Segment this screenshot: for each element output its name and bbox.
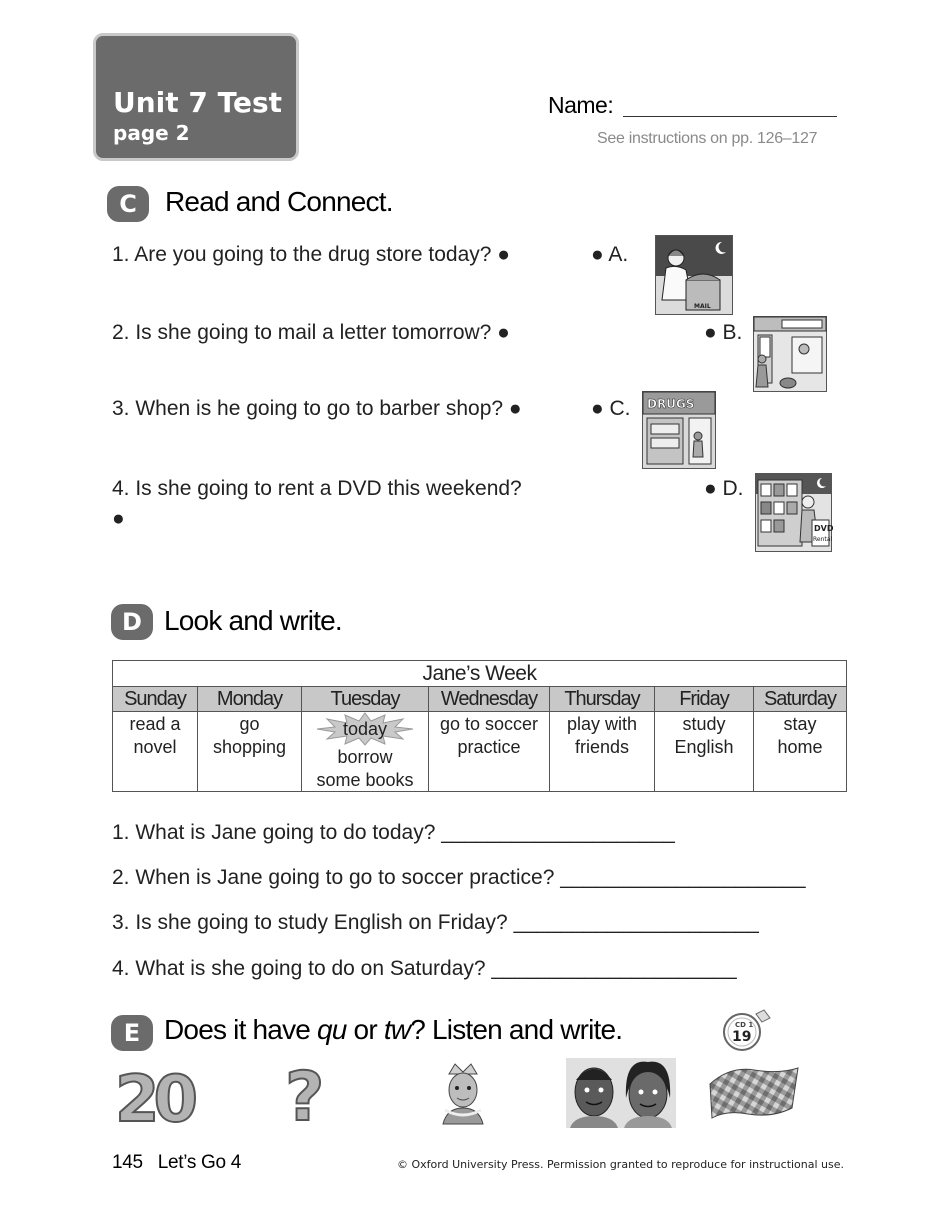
instructions-note: See instructions on pp. 126–127 — [597, 130, 818, 147]
connect-question-3: 3. When is he going to go to barber shop? ● — [112, 397, 522, 420]
answer-a-label[interactable]: ● A. — [591, 243, 629, 266]
section-e-badge: E — [111, 1015, 153, 1051]
activity-line: practice — [457, 737, 521, 757]
connect-question-4-dot[interactable]: ● — [112, 507, 125, 530]
name-label: Name: — [548, 92, 614, 118]
cd-track-number: 19 — [732, 1029, 752, 1045]
day-header-saturday: Saturday — [754, 687, 847, 712]
day-header-tuesday: Tuesday — [302, 687, 429, 712]
activity-line: English — [674, 737, 734, 757]
twenty-text: 20 — [115, 1063, 193, 1137]
answer-c-label[interactable]: ● C. — [591, 397, 631, 420]
activity-wednesday — [429, 712, 550, 792]
mailbox-picture — [655, 235, 733, 315]
activity-line: novel — [133, 737, 177, 757]
dvd-rental-picture — [755, 473, 832, 552]
day-header-thursday: Thursday — [550, 687, 655, 712]
barber-shop-picture — [753, 316, 827, 392]
table-activity-row — [113, 712, 847, 792]
section-c-badge: C — [107, 186, 149, 222]
footer-page-info — [112, 1152, 241, 1174]
title-part: or — [346, 1014, 384, 1045]
write-question-4[interactable]: 4. What is she going to do on Saturday? _____________________ — [112, 957, 737, 980]
table-title: Jane’s Week — [113, 661, 847, 687]
twenty-number-picture — [113, 1063, 199, 1137]
activity-line: go to soccer — [439, 714, 539, 734]
activity-line: read a — [129, 714, 181, 734]
section-d-badge: D — [111, 604, 153, 640]
day-header-sunday: Sunday — [113, 687, 198, 712]
title-tw: tw — [383, 1014, 411, 1045]
question-mark-text: ? — [285, 1058, 325, 1137]
rental-sign: Rental — [813, 536, 833, 543]
activity-saturday — [754, 712, 847, 792]
question-mark-picture — [285, 1058, 333, 1137]
today-badge — [317, 713, 413, 745]
cd-label: CD 1 — [735, 1021, 754, 1029]
cd-track-icon[interactable] — [722, 1008, 772, 1052]
answer-b-label[interactable]: ● B. — [704, 321, 743, 344]
janes-week-table — [112, 660, 847, 792]
activity-thursday — [550, 712, 655, 792]
page-number: 145 — [112, 1152, 143, 1173]
twins-picture — [566, 1058, 676, 1128]
connect-question-1: 1. Are you going to the drug store today? ● — [112, 243, 510, 266]
connect-question-4: 4. Is she going to rent a DVD this weekend? — [112, 477, 522, 500]
write-question-1[interactable]: 1. What is Jane going to do today? ____________________ — [112, 821, 675, 844]
activity-line: some books — [316, 770, 414, 790]
copyright-notice: © Oxford University Press. Permission granted to reproduce for instructional use. — [397, 1158, 845, 1171]
mailbox-label: MAIL — [694, 303, 711, 310]
day-header-monday: Monday — [198, 687, 302, 712]
unit-page: page 2 — [113, 121, 190, 145]
activity-line: play with — [566, 714, 638, 734]
activity-line: shopping — [212, 737, 287, 757]
connect-question-2: 2. Is she going to mail a letter tomorrow? ● — [112, 321, 510, 344]
drug-store-sign: DRUGS — [647, 397, 695, 411]
quilt-picture — [706, 1062, 800, 1124]
activity-line: go — [239, 714, 260, 734]
activity-line: borrow — [337, 747, 393, 767]
title-qu: qu — [317, 1014, 347, 1045]
day-header-friday: Friday — [655, 687, 754, 712]
drug-store-picture — [642, 391, 716, 469]
write-question-2[interactable]: 2. When is Jane going to go to soccer practice? _____________________ — [112, 866, 806, 889]
write-question-3[interactable]: 3. Is she going to study English on Friday? _____________________ — [112, 911, 759, 934]
activity-friday — [655, 712, 754, 792]
activity-line: friends — [574, 737, 630, 757]
section-e-title — [164, 1014, 622, 1046]
activity-line: stay — [783, 714, 817, 734]
answer-d-label[interactable]: ● D. — [704, 477, 744, 500]
title-part: ? Listen and write. — [410, 1014, 623, 1045]
book-title: Let’s Go 4 — [157, 1152, 242, 1173]
dvd-sign: DVD — [814, 524, 834, 533]
name-field-line[interactable] — [623, 116, 837, 117]
activity-line: home — [777, 737, 823, 757]
table-header-row — [113, 687, 847, 712]
activity-monday — [198, 712, 302, 792]
today-label: today — [342, 719, 388, 739]
section-d-title: Look and write. — [164, 605, 342, 636]
title-part: Does it have — [164, 1014, 318, 1045]
activity-line: study — [682, 714, 726, 734]
queen-picture — [435, 1060, 491, 1126]
activity-sunday — [113, 712, 198, 792]
unit-title: Unit 7 Test — [113, 86, 283, 119]
day-header-wednesday: Wednesday — [429, 687, 550, 712]
section-c-title: Read and Connect. — [165, 186, 393, 217]
activity-tuesday — [302, 712, 429, 792]
